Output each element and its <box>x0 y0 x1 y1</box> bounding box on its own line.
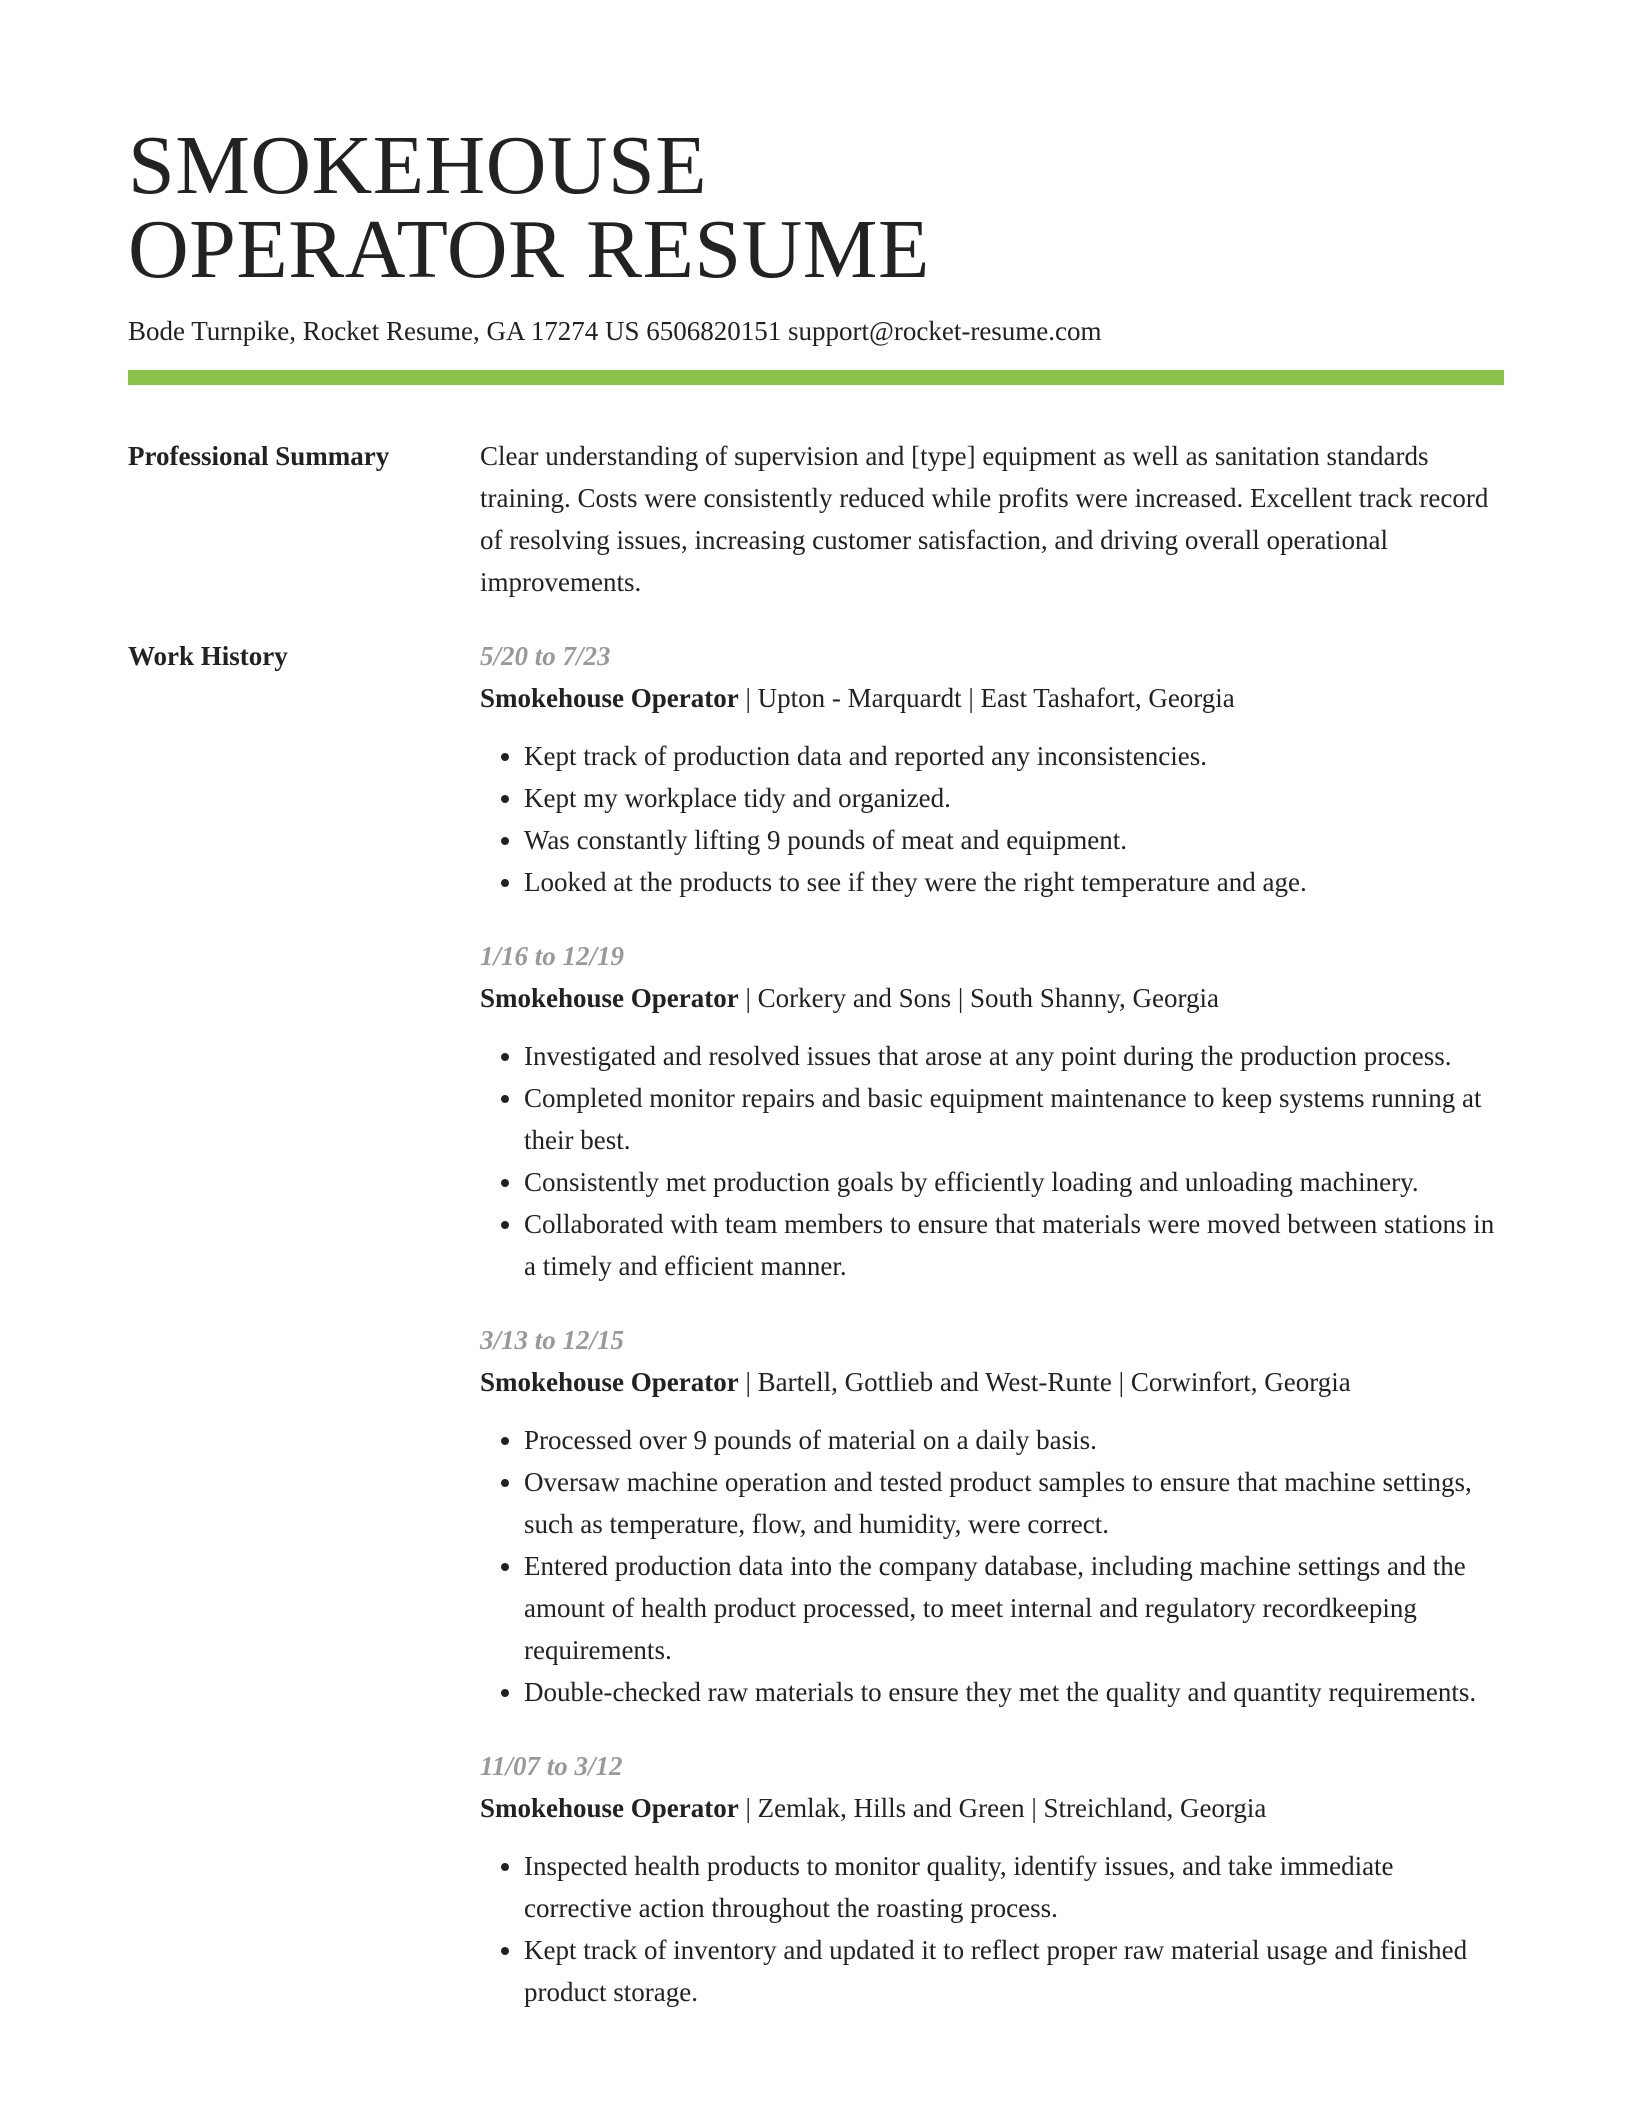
job-bullet: • Double-checked raw materials to ensure they met the quality and quantity requirements. <box>524 1671 1504 1713</box>
resume-page <box>128 0 1504 2013</box>
job-bullet-list <box>480 1035 1504 1287</box>
job-heading <box>480 677 1504 719</box>
summary-body <box>480 435 1504 603</box>
job-dates: 11/07 to 3/12 <box>480 1751 623 1781</box>
job-bullet: • Kept track of inventory and updated it to reflect proper raw material usage and finished product storage. <box>524 1929 1504 2013</box>
resume-title <box>128 0 1504 296</box>
job-bullet-list <box>480 1419 1504 1713</box>
job-details: | Zemlak, Hills and Green | Streichland, Georgia <box>738 1793 1267 1823</box>
job-bullet: • Was constantly lifting 9 pounds of meat and equipment. <box>524 819 1504 861</box>
job-dates: 5/20 to 7/23 <box>480 641 611 671</box>
job-bullet: • Processed over 9 pounds of material on a daily basis. <box>524 1419 1504 1461</box>
job-bullet: • Inspected health products to monitor quality, identify issues, and take immediate corrective action throughout the roasting process. <box>524 1845 1504 1929</box>
job-bullet: • Kept my workplace tidy and organized. <box>524 777 1504 819</box>
job-entry <box>480 1745 1504 2013</box>
title-line-1: SMOKEHOUSE <box>128 119 708 212</box>
job-heading <box>480 1787 1504 1829</box>
job-dates: 1/16 to 12/19 <box>480 941 625 971</box>
summary-text: Clear understanding of supervision and [type] equipment as well as sanitation standards training. Costs were consistently reduced while profits were increased. Excellent track record of resolving issues, increasing customer satisfaction, and driving overall operational improvements. <box>480 441 1489 597</box>
work-history-list <box>480 635 1504 2013</box>
section-label-summary: Professional Summary <box>128 441 390 471</box>
job-bullet: • Looked at the products to see if they were the right temperature and age. <box>524 861 1504 903</box>
job-bullet: • Collaborated with team members to ensure that materials were moved between stations in a timely and efficient manner. <box>524 1203 1504 1287</box>
section-label-work: Work History <box>128 641 288 671</box>
job-entry <box>480 635 1504 903</box>
job-details: | Corkery and Sons | South Shanny, Georgia <box>738 983 1220 1013</box>
job-entry <box>480 935 1504 1287</box>
job-title: Smokehouse Operator <box>480 983 739 1013</box>
job-title: Smokehouse Operator <box>480 1793 739 1823</box>
title-line-2: OPERATOR RESUME <box>128 203 930 296</box>
job-heading <box>480 977 1504 1019</box>
job-bullet: • Investigated and resolved issues that arose at any point during the production process. <box>524 1035 1504 1077</box>
job-dates: 3/13 to 12/15 <box>480 1325 625 1355</box>
job-details: | Upton - Marquardt | East Tashafort, Georgia <box>738 683 1235 713</box>
job-details: | Bartell, Gottlieb and West-Runte | Corwinfort, Georgia <box>738 1367 1351 1397</box>
job-bullet: • Entered production data into the company database, including machine settings and the amount of health product processed, to meet internal and regulatory recordkeeping requirements. <box>524 1545 1504 1671</box>
job-bullet: • Completed monitor repairs and basic equipment maintenance to keep systems running at their best. <box>524 1077 1504 1161</box>
job-bullet: • Oversaw machine operation and tested product samples to ensure that machine settings, such as temperature, flow, and humidity, were correct. <box>524 1461 1504 1545</box>
job-heading <box>480 1361 1504 1403</box>
job-bullet-list <box>480 1845 1504 2013</box>
job-entry <box>480 1319 1504 1713</box>
job-bullet-list <box>480 735 1504 903</box>
professional-summary-section <box>128 435 1504 603</box>
header-divider <box>128 370 1504 385</box>
job-title: Smokehouse Operator <box>480 1367 739 1397</box>
contact-info: Bode Turnpike, Rocket Resume, GA 17274 US 6506820151 support@rocket-resume.com <box>128 316 1102 346</box>
job-title: Smokehouse Operator <box>480 683 739 713</box>
work-history-section <box>128 635 1504 2013</box>
job-bullet: • Consistently met production goals by efficiently loading and unloading machinery. <box>524 1161 1504 1203</box>
job-bullet: • Kept track of production data and reported any inconsistencies. <box>524 735 1504 777</box>
